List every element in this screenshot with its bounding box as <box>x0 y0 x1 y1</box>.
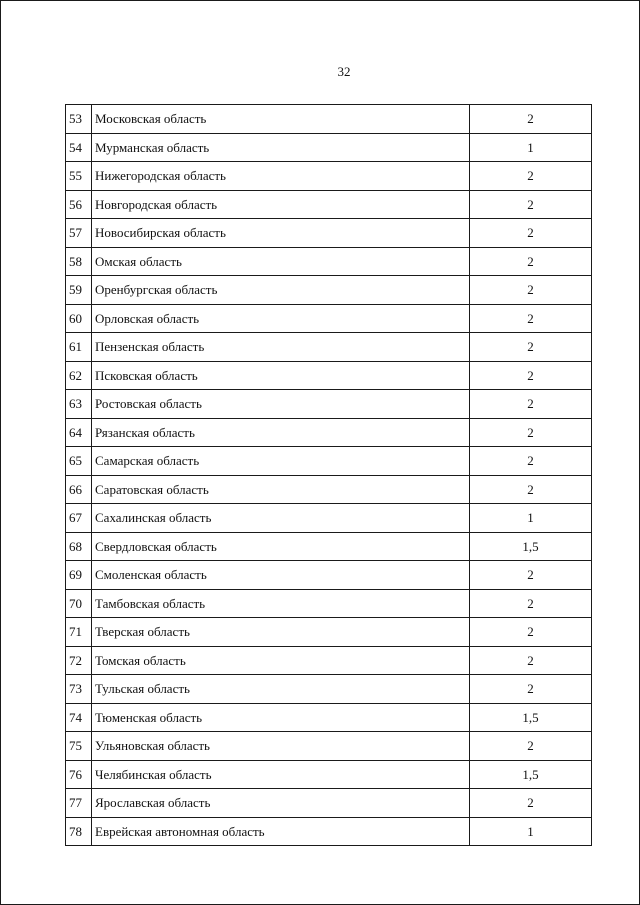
table-row <box>66 646 592 675</box>
region-name: Саратовская область <box>92 475 470 504</box>
region-name: Ярославская область <box>92 789 470 818</box>
coefficient-value: 1,5 <box>470 703 592 732</box>
row-number: 63 <box>66 390 92 419</box>
row-number: 59 <box>66 276 92 305</box>
coefficient-value: 1 <box>470 817 592 846</box>
region-name: Новосибирская область <box>92 219 470 248</box>
coefficient-value: 2 <box>470 361 592 390</box>
table-row <box>66 561 592 590</box>
region-name: Оренбургская область <box>92 276 470 305</box>
row-number: 68 <box>66 532 92 561</box>
region-name: Сахалинская область <box>92 504 470 533</box>
region-name: Челябинская область <box>92 760 470 789</box>
table-row <box>66 304 592 333</box>
region-name: Омская область <box>92 247 470 276</box>
row-number: 74 <box>66 703 92 732</box>
table-row <box>66 532 592 561</box>
coefficient-value: 2 <box>470 247 592 276</box>
table-row <box>66 162 592 191</box>
table-row <box>66 105 592 134</box>
row-number: 70 <box>66 589 92 618</box>
coefficient-value: 2 <box>470 789 592 818</box>
table-row <box>66 732 592 761</box>
coefficient-value: 2 <box>470 561 592 590</box>
row-number: 67 <box>66 504 92 533</box>
table-row <box>66 504 592 533</box>
table-row <box>66 789 592 818</box>
region-name: Ульяновская область <box>92 732 470 761</box>
region-name: Самарская область <box>92 447 470 476</box>
coefficient-value: 2 <box>470 390 592 419</box>
coefficient-value: 2 <box>470 589 592 618</box>
coefficient-value: 2 <box>470 105 592 134</box>
row-number: 61 <box>66 333 92 362</box>
region-name: Ростовская область <box>92 390 470 419</box>
table-row <box>66 589 592 618</box>
table-row <box>66 675 592 704</box>
coefficient-value: 2 <box>470 418 592 447</box>
coefficient-value: 2 <box>470 190 592 219</box>
row-number: 56 <box>66 190 92 219</box>
table-row <box>66 618 592 647</box>
table-row <box>66 133 592 162</box>
coefficient-value: 2 <box>470 276 592 305</box>
row-number: 78 <box>66 817 92 846</box>
region-name: Рязанская область <box>92 418 470 447</box>
coefficient-value: 2 <box>470 447 592 476</box>
row-number: 62 <box>66 361 92 390</box>
region-name: Московская область <box>92 105 470 134</box>
region-name: Тюменская область <box>92 703 470 732</box>
region-name: Новгородская область <box>92 190 470 219</box>
coefficient-value: 1,5 <box>470 760 592 789</box>
region-name: Смоленская область <box>92 561 470 590</box>
row-number: 77 <box>66 789 92 818</box>
row-number: 73 <box>66 675 92 704</box>
table-row <box>66 276 592 305</box>
row-number: 69 <box>66 561 92 590</box>
coefficient-value: 2 <box>470 162 592 191</box>
region-name: Томская область <box>92 646 470 675</box>
region-name: Тверская область <box>92 618 470 647</box>
row-number: 64 <box>66 418 92 447</box>
coefficient-value: 1 <box>470 133 592 162</box>
region-name: Тамбовская область <box>92 589 470 618</box>
coefficient-value: 2 <box>470 646 592 675</box>
page-number: 32 <box>337 64 351 79</box>
table-row <box>66 447 592 476</box>
coefficient-value: 2 <box>470 732 592 761</box>
table-row <box>66 703 592 732</box>
region-name: Мурманская область <box>92 133 470 162</box>
coefficient-value: 2 <box>470 618 592 647</box>
table-row <box>66 219 592 248</box>
table-body <box>66 105 592 846</box>
row-number: 71 <box>66 618 92 647</box>
row-number: 76 <box>66 760 92 789</box>
region-name: Свердловская область <box>92 532 470 561</box>
table-row <box>66 333 592 362</box>
coefficient-value: 1 <box>470 504 592 533</box>
table-row <box>66 475 592 504</box>
table-row <box>66 418 592 447</box>
table-row <box>66 247 592 276</box>
row-number: 65 <box>66 447 92 476</box>
table-row <box>66 817 592 846</box>
coefficient-value: 2 <box>470 475 592 504</box>
table-row <box>66 361 592 390</box>
coefficient-value: 2 <box>470 304 592 333</box>
table-row <box>66 390 592 419</box>
coefficient-value: 1,5 <box>470 532 592 561</box>
table-row <box>66 760 592 789</box>
region-coefficient-table <box>65 104 592 846</box>
region-name: Псковская область <box>92 361 470 390</box>
coefficient-value: 2 <box>470 333 592 362</box>
row-number: 55 <box>66 162 92 191</box>
region-name: Тульская область <box>92 675 470 704</box>
row-number: 72 <box>66 646 92 675</box>
row-number: 75 <box>66 732 92 761</box>
row-number: 58 <box>66 247 92 276</box>
region-name: Еврейская автономная область <box>92 817 470 846</box>
region-name: Пензенская область <box>92 333 470 362</box>
row-number: 53 <box>66 105 92 134</box>
row-number: 54 <box>66 133 92 162</box>
coefficient-value: 2 <box>470 219 592 248</box>
region-name: Орловская область <box>92 304 470 333</box>
row-number: 60 <box>66 304 92 333</box>
row-number: 66 <box>66 475 92 504</box>
region-name: Нижегородская область <box>92 162 470 191</box>
row-number: 57 <box>66 219 92 248</box>
table-row <box>66 190 592 219</box>
coefficient-value: 2 <box>470 675 592 704</box>
